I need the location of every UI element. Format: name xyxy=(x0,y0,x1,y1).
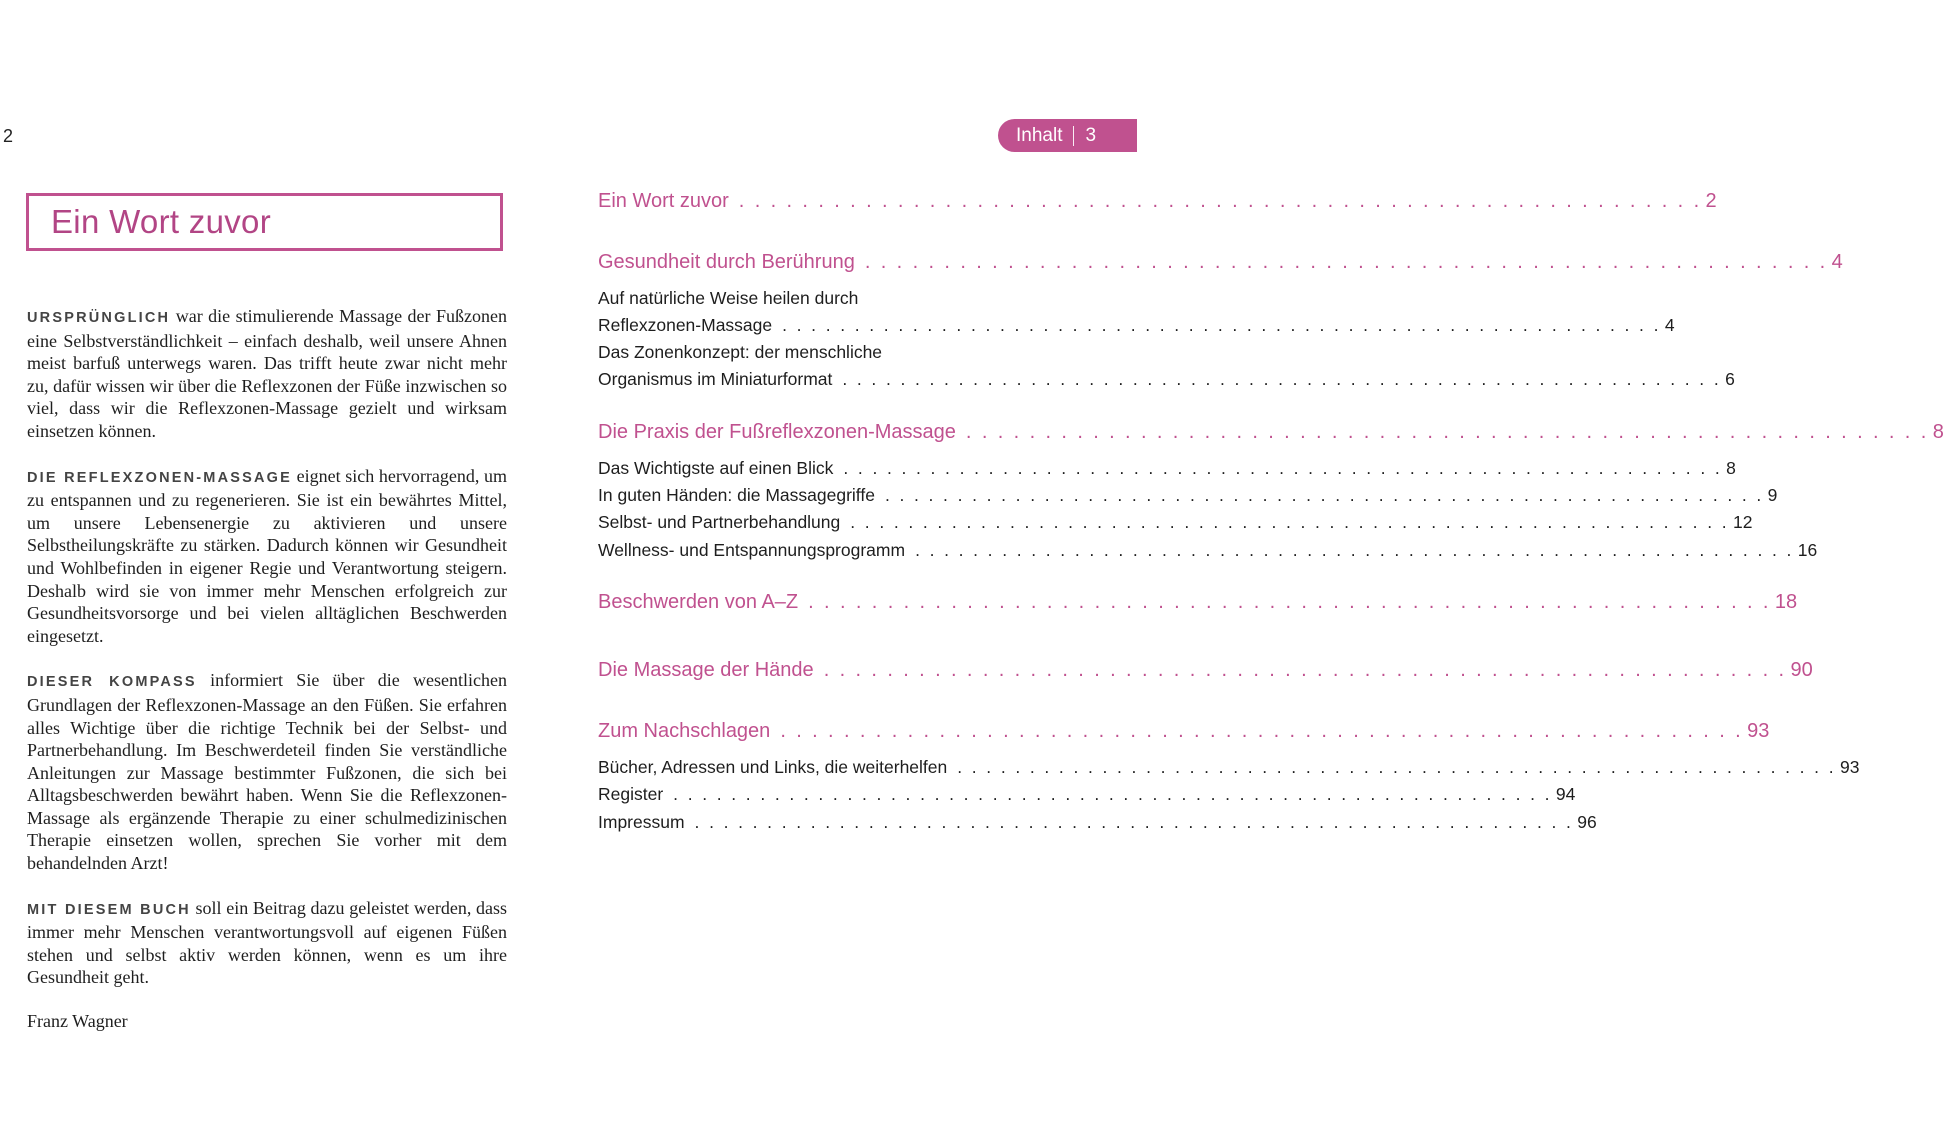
toc-entry-gesundheit-durch-beruehrung[interactable]: Gesundheit durch Berührung . . . . . . . . . . . . . . . . . . . . . . . . . . . . . . . . . . . . . . . . . . . . . . . . . . . . . . . . . . . . . 4 xyxy=(598,251,1843,273)
toc-subentry-impressum[interactable]: Impressum . . . . . . . . . . . . . . . . . . . . . . . . . . . . . . . . . . . . . . . . . . . . . . . . . . . . . . . . . . . . . 96 xyxy=(598,812,1597,832)
toc-subentry-wellness[interactable]: Wellness- und Entspannungsprogramm . . . . . . . . . . . . . . . . . . . . . . . . . . . . . . . . . . . . . . . . . . . . . . . . . . . . . . . . . . . . . 16 xyxy=(598,540,1818,560)
toc-subentry-miniaturformat[interactable]: Organismus im Miniaturformat . . . . . . . . . . . . . . . . . . . . . . . . . . . . . . . . . . . . . . . . . . . . . . . . . . . . . . . . . . . . . 6 xyxy=(598,369,1735,389)
foreword-paragraph xyxy=(27,305,507,443)
paragraph-text: eignet sich hervorragend, um zu entspannen und zu regenerieren. Sie ist ein bewährtes Mittel, um unsere Lebensenergie zu aktivieren und unsere Selbstheilungskräfte zu stärken. Dadurch können wir Gesundheit und Wohlbefinden in eigener Regie und Verantwortung steigern. Deshalb wird sie von immer mehr Menschen erfolgreich zur Gesundheitsvorsorge und bei vielen alltäglichen Beschwerden eingesetzt. xyxy=(27,465,507,646)
toc-entry-haende[interactable]: Die Massage der Hände . . . . . . . . . . . . . . . . . . . . . . . . . . . . . . . . . . . . . . . . . . . . . . . . . . . . . . . . . . . . . 90 xyxy=(598,659,1813,681)
section-tab-divider xyxy=(1073,126,1074,146)
toc-subentry-reflexzonen-massage[interactable]: Reflexzonen-Massage . . . . . . . . . . . . . . . . . . . . . . . . . . . . . . . . . . . . . . . . . . . . . . . . . . . . . . . . . . . . . 4 xyxy=(598,315,1675,335)
paragraph-text: soll ein Beitrag dazu geleistet werden, dass immer mehr Menschen verantwortungsvoll auf eigenen Füßen stehen und selbst aktiv werden können, wenn es um ihre Gesundheit geht. xyxy=(27,897,508,988)
foreword-paragraph xyxy=(27,669,507,874)
toc-subentry-line: Auf natürliche Weise heilen durch xyxy=(598,288,859,308)
paragraph-text: war die stimulierende Massage der Fußzonen eine Selbstverständlichkeit – einfach deshalb, weil unsere Ahnen meist barfuß unterwegs waren. Das trifft heute zwar nicht mehr zu, dafür wissen wir über die Reflexzonen der Füße inzwischen so viel, dass wir die Reflexzonen-Massage gezielt und wirksam einsetzen können. xyxy=(27,306,507,441)
toc-entry-beschwerden[interactable]: Beschwerden von A–Z . . . . . . . . . . . . . . . . . . . . . . . . . . . . . . . . . . . . . . . . . . . . . . . . . . . . . . . . . . . . . 18 xyxy=(598,591,1798,613)
foreword-paragraph xyxy=(27,465,507,648)
section-tab xyxy=(998,119,1137,152)
paragraph-lead: URSPRÜNGLICH xyxy=(27,310,171,326)
toc-subentry-massagegriffe[interactable]: In guten Händen: die Massagegriffe . . . . . . . . . . . . . . . . . . . . . . . . . . . . . . . . . . . . . . . . . . . . . . . . . . . . . . . . . . . . . 9 xyxy=(598,485,1778,505)
paragraph-lead: DIE REFLEXZONEN-MASSAGE xyxy=(27,469,293,486)
toc-entry-praxis[interactable]: Die Praxis der Fußreflexzonen-Massage . . . . . . . . . . . . . . . . . . . . . . . . . . . . . . . . . . . . . . . . . . . . . . . . . . . . . . . . . . . . . 8 xyxy=(598,421,1944,443)
toc-entry-ein-wort-zuvor[interactable]: Ein Wort zuvor . . . . . . . . . . . . . . . . . . . . . . . . . . . . . . . . . . . . . . . . . . . . . . . . . . . . . . . . . . . . . 2 xyxy=(598,190,1717,212)
right-page-number: 3 xyxy=(1085,124,1097,146)
left-page-number: 2 xyxy=(3,126,14,146)
paragraph-text: informiert Sie über die wesentlichen Grundlagen der Reflexzonen-Massage an den Füßen. Sie erfahren alles Wichtige über die richtige Technik bei der Selbst- und Partnerbehandlung. Im Beschwerdeteil finden Sie verständliche Anleitungen zur Massage bestimmter Fußzonen, die sich bei Alltagsbeschwerden bewährt haben. Wenn Sie die Reflexzonen-Massage als ergänzende Therapie zu einer schulmedizinischen Therapie einsetzen wollen, sprechen Sie vorher mit dem behandelnden Arzt! xyxy=(27,670,508,874)
toc-subentry-partnerbehandlung[interactable]: Selbst- und Partnerbehandlung . . . . . . . . . . . . . . . . . . . . . . . . . . . . . . . . . . . . . . . . . . . . . . . . . . . . . . . . . . . . . 12 xyxy=(598,512,1753,532)
foreword-title-box xyxy=(26,193,503,251)
foreword-paragraph xyxy=(27,897,507,989)
paragraph-lead: DIESER KOMPASS xyxy=(27,674,197,691)
toc-subentry-buecher[interactable]: Bücher, Adressen und Links, die weiterhelfen . . . . . . . . . . . . . . . . . . . . . . . . . . . . . . . . . . . . . . . . . . . . . . . . . . . . . . . . . . . . . 93 xyxy=(598,757,1860,777)
toc-subentry-wichtigste[interactable]: Das Wichtigste auf einen Blick . . . . . . . . . . . . . . . . . . . . . . . . . . . . . . . . . . . . . . . . . . . . . . . . . . . . . . . . . . . . . 8 xyxy=(598,458,1736,478)
foreword-title: Ein Wort zuvor xyxy=(51,203,271,240)
author-name: Franz Wagner xyxy=(27,1011,128,1032)
toc-subentry-register[interactable]: Register . . . . . . . . . . . . . . . . . . . . . . . . . . . . . . . . . . . . . . . . . . . . . . . . . . . . . . . . . . . . . 94 xyxy=(598,784,1576,804)
toc-subentry-line: Das Zonenkonzept: der menschliche xyxy=(598,342,883,362)
toc-entry-nachschlagen[interactable]: Zum Nachschlagen . . . . . . . . . . . . . . . . . . . . . . . . . . . . . . . . . . . . . . . . . . . . . . . . . . . . . . . . . . . . . 93 xyxy=(598,720,1770,742)
section-tab-label: Inhalt xyxy=(1016,124,1063,146)
foreword-body xyxy=(27,305,507,1032)
paragraph-lead: MIT DIESEM BUCH xyxy=(27,901,191,918)
